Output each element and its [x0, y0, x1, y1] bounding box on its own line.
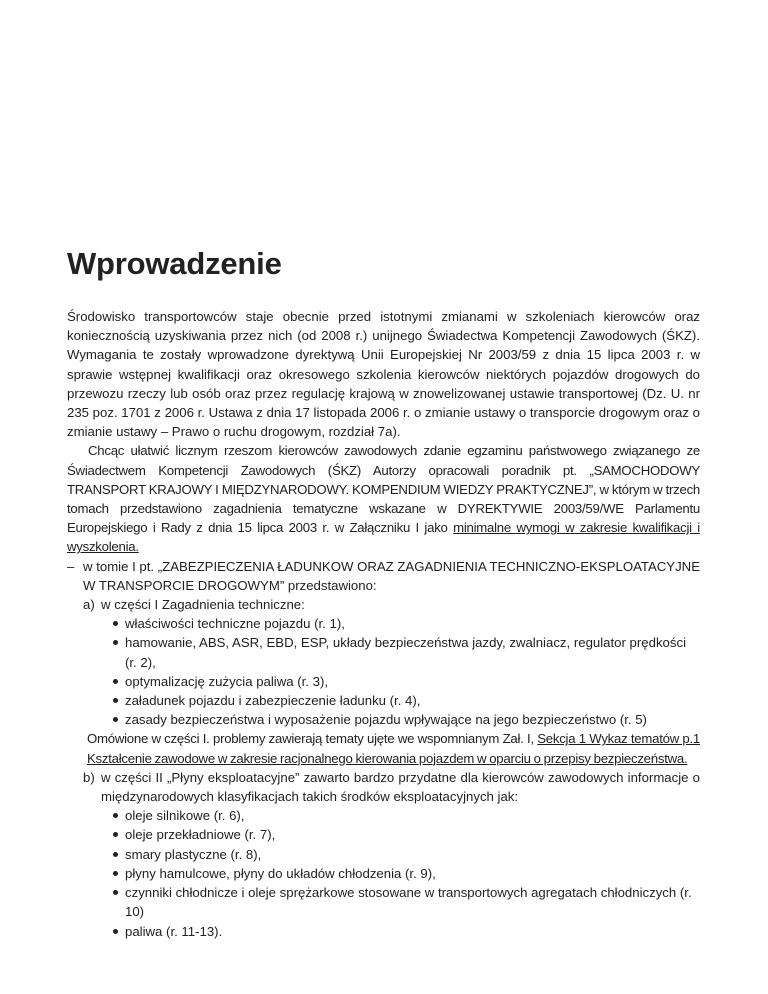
part-a-note-text: Omówione w części I. problemy zawierają tematy ujęte we wspomnianym Zał. I,: [87, 731, 538, 747]
part-b-title: w części II „Płyny eksploatacyjne” zawarto bardzo przydatne dla kierowców zawodowych informacje o międzynarodowych klasyfikacjach takich środków eksploatacyjnych jak:: [101, 769, 700, 805]
intro-paragraph-1: Środowisko transportowców staje obecnie przed istotnymi zmianami w szkoleniach kierowców oraz koniecznością uzyskiwania przez nich (od 2008 r.) unijnego Świadectwa Kompetencji Zawodowych (ŚKZ). Wymagania te zostały wprowadzone dyrektywą Unii Europejskiej Nr 2003/59 z dnia 15 lipca 2003 r. w sprawie wstępnej kwalifikacji oraz okresowego szkolenia kierowców niektórych pojazdów drogowych do przewozu rzeczy lub osób oraz przez regulację krajową w znowelizowanej ustawie transportowej (Dz. U. nr 235 poz. 1701 z 2006 r. Ustawa z dnia 17 listopada 2006 r. o zmianie ustawy o transporcie drogowym oraz o zmianie ustawy – Prawo o ruchu drogowym, rozdział 7a).: [67, 309, 700, 440]
minimal-requirements-underlined: minimalne wymogi w zakresie kwalifikacji i wyszkolenia.: [67, 520, 700, 555]
list-item: [111, 922, 700, 941]
tome-1-text: w tomie I pt. „ZABEZPIECZENIA ŁADUNKOW ORAZ ZAGADNIENIA TECHNICZNO-EKSPLOATACYJNE W TRANSPORCIE DROGOWYM” przedstawiono:: [83, 558, 700, 593]
list-item: [111, 691, 700, 710]
part-b-label: b): [83, 769, 95, 785]
part-a-list: [101, 614, 700, 729]
list-item: [111, 806, 700, 825]
list-item: [111, 633, 700, 671]
list-item: [111, 883, 700, 921]
part-a-label: a): [83, 597, 95, 613]
list-item-text: załadunek pojazdu i zabezpieczenie ładunku (r. 4),: [125, 693, 421, 709]
document-body: [67, 307, 700, 941]
list-item-text: hamowanie, ABS, ASR, EBD, ESP, układy bezpieczeństwa jazdy, zwalniacz, regulator prędkości (r. 2),: [125, 635, 686, 670]
part-a-note: [83, 729, 700, 767]
tome-1-item: [67, 557, 700, 941]
list-item: [111, 710, 700, 729]
list-item-text: smary plastyczne (r. 8),: [125, 846, 262, 862]
intro-paragraph-2: [67, 441, 700, 556]
part-a-title: w części I Zagadnienia techniczne:: [101, 597, 305, 613]
section-1-reference: Sekcja 1 Wykaz tematów p.1 Kształcenie zawodowe w zakresie racjonalnego kierowania pojazdem w oparciu o przepisy bezpieczeństwa.: [87, 731, 700, 766]
part-a: [83, 595, 700, 729]
list-item: [111, 825, 700, 844]
list-item: [111, 614, 700, 633]
list-item-text: płyny hamulcowe, płyny do układów chłodzenia (r. 9),: [125, 865, 436, 881]
list-item: [111, 672, 700, 691]
list-item-text: właściwości techniczne pojazdu (r. 1),: [125, 616, 345, 632]
dash-marker: –: [67, 558, 75, 574]
list-item-text: optymalizację zużycia paliwa (r. 3),: [125, 673, 329, 689]
intro-paragraph-2-text: Chcąc ułatwić licznym rzeszom kierowców zawodowych zdanie egzaminu państwowego związanego ze Świadectwem Kompetencji Zawodowych (ŚKZ) Autorzy opracowali poradnik pt. „SAMOCHODOWY TRANSPORT KRAJOWY I MIĘDZYNARODOWY. KOMPENDIUM WIEDZY PRAKTYCZNEJ”, w którym w trzech tomach przedstawiono zagadnienia tematyczne wskazane w DYREKTYWIE 2003/59/WE Parlamentu Europejskiego i Rady z dnia 15 lipca 2003 r. w Załączniku I jako: [67, 443, 700, 536]
list-item: [111, 845, 700, 864]
list-item-text: czynniki chłodnicze i oleje sprężarkowe stosowane w transportowych agregatach chłodniczych (r. 10): [125, 885, 692, 920]
list-item-text: zasady bezpieczeństwa i wyposażenie pojazdu wpływające na jego bezpieczeństwo (r. 5): [125, 712, 647, 728]
part-b-list: [101, 806, 700, 940]
list-item-text: paliwa (r. 11-13).: [125, 923, 223, 939]
list-item: [111, 864, 700, 883]
page-title: Wprowadzenie: [67, 246, 282, 281]
part-b: [83, 768, 700, 941]
list-item-text: oleje przekładniowe (r. 7),: [125, 827, 276, 843]
list-item-text: oleje silnikowe (r. 6),: [125, 808, 245, 824]
